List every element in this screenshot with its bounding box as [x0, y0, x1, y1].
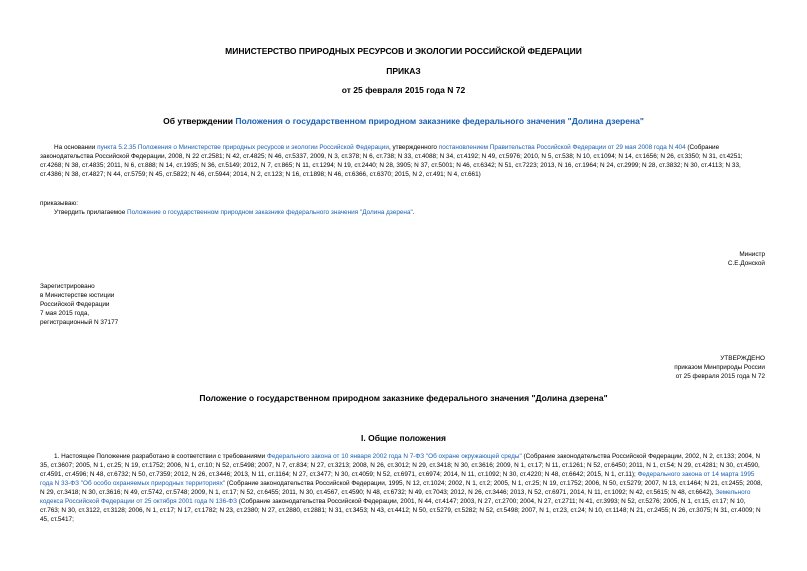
registration-line-2: в Министерстве юстиции: [40, 292, 115, 299]
signature-title: Министр: [739, 251, 765, 258]
order-date-number: от 25 февраля 2015 года N 72: [341, 85, 466, 95]
land-code-link[interactable]: Земельного кодекса Российской Федерации от 25 октября 2001 года N 136-ФЗ: [40, 489, 751, 505]
approve-text-end: .: [412, 209, 415, 216]
section-heading: I. Общие положения: [361, 433, 446, 443]
environment-law-link[interactable]: Федерального закона от 10 января 2002 года N 7-ФЗ "Об охране окружающей среды": [266, 453, 522, 460]
protected-areas-law-link[interactable]: Федерального закона от 14 марта 1995 года N 33-ФЗ "Об особо охраняемых природных территориях": [40, 471, 755, 487]
approved-line-2: приказом Минприроды России: [674, 364, 765, 371]
regulation-paragraph-1: [40, 452, 765, 524]
registration-line-4: 7 мая 2015 года,: [40, 310, 90, 317]
order-title: ПРИКАЗ: [386, 66, 421, 76]
approved-line-1: УТВЕРЖДЕНО: [720, 355, 765, 362]
approval-regulation-link[interactable]: Положения о государственном природном заказнике федерального значения "Долина дзерена": [235, 116, 644, 126]
intro-text-start: На основании: [54, 144, 98, 151]
orders-text: приказываю:: [40, 200, 78, 207]
government-decree-link[interactable]: постановлением Правительства Российской Федерации от 29 мая 2008 года N 404: [438, 144, 686, 151]
paragraph-1-start: 1. Настоящее Положение разработано в соответствии с требованиями: [54, 453, 267, 460]
paragraph-1-text-2: (Собрание законодательства Российской Федерации, 1995, N 12, ст.1024; 2002, N 1, ст.2; 2005, N 1, ст.25; N 19, ст.1752; 2006, N 50, ст.5279; 2007, N 13, ст.1464; N 21, ст.2455; 2008, N 29, ст.3418; N 30, ст.3616; N 49, ст.5742, ст.5748; 2009, N 1, ст.17; N 52, ст.6455; 2011, N 30, ст.4567, ст.4590; N 48, ст.6732; N 49, ст.7043; 2012, N 26, ст.3446; 2013, N 52, ст.6971, 2014, N 11, ст.1092; N 42, ст.5615; N 48, ст.6642),: [40, 480, 763, 496]
registration-line-5: регистрационный N 37177: [40, 319, 119, 326]
intro-paragraph: [40, 143, 765, 179]
paragraph-1-text-3: (Собрание законодательства Российской Федерации, 2001, N 44, ст.4147; 2003, N 27, ст.2700; 2004, N 27, ст.2711; N 41, ст.3993; N 52, ст.5276; 2005, N 1, ст.15, ст.17; N 10, ст.763; N 30, ст.3122, ст.3128; 2006, N 1, ст.17; N 17, ст.1782; N 23, ст.2380; N 27, ст.2880, ст.2881; N 31, ст.3453; N 43, ст.4412; N 50, ст.5279, ст.5282; N 52, ст.5498; 2007, N 1, ст.23, ст.24; N 10, ст.1148; N 21, ст.2455; N 26, ст.3075; N 31, ст.4009; N 45, ст.5417;: [40, 498, 761, 523]
signature-name: С.Е.Донской: [727, 260, 765, 267]
registration-line-1: Зарегистрировано: [40, 283, 95, 290]
approve-text: Утвердить прилагаемое: [54, 209, 128, 216]
intro-text-mid: , утвержденного: [388, 144, 439, 151]
approval-heading: [0, 116, 807, 126]
approval-prefix: Об утверждении: [163, 116, 236, 126]
registration-line-3: Российской Федерации: [40, 301, 110, 308]
approved-line-3: от 25 февраля 2015 года N 72: [675, 373, 765, 380]
paragraph-1-text-1: (Собрание законодательства Российской Федерации, 2002, N 2, ст.133; 2004, N 35, ст.3607; 2005, N 1, ст.25; N 19, ст.1752; 2006, N 1, ст.10; N 52, ст.5498; 2007, N 7, ст.834; N 27, ст.3213; 2008, N 26, ст.3012; N 29, ст.3418; N 30, ст.3616; 2009, N 1, ст.17; N 11, ст.1261; N 52, ст.6450; 2011, N 1, ст.54; N 29, ст.4281; N 30, ст.4590, ст.4591, ст.4596; N 48, ст.6732; N 50, ст.7359; 2012, N 26, ст.3446; 2013, N 11, ст.1164; N 27, ст.3477; N 30, ст.4059; N 52, ст.6971, ст.6974; 2014, N 11, ст.1092; N 30, ст.4220; N 48, ст.6642; 2015, N 1, ст.11);: [40, 453, 761, 478]
regulation-title: Положение о государственном природном заказнике федерального значения "Долина дзерена": [199, 393, 608, 403]
approved-regulation-link[interactable]: Положение о государственном природном заказнике федерального значения "Долина дзерена": [127, 209, 413, 216]
approve-paragraph: [54, 208, 754, 217]
ministry-regulation-link[interactable]: пункта 5.2.35 Положения о Министерстве природных ресурсов и экологии Российской Федерации: [97, 144, 389, 151]
ministry-title: МИНИСТЕРСТВО ПРИРОДНЫХ РЕСУРСОВ И ЭКОЛОГИИ РОССИЙСКОЙ ФЕДЕРАЦИИ: [225, 46, 582, 56]
intro-text-rest: (Собрание законодательства Российской Федерации, 2008, N 22 ст.2581; N 42, ст.4825; N 46, ст.5337, 2009, N 3, ст.378; N 6, ст.738; N 33, ст.4088; N 34, ст.4192; N 49, ст.5976; 2010, N 5, ст.538; N 10, ст.1094; N 14, ст.1656; N 26, ст.3350; N 31, ст.4251; ст.4268; N 38, ст.4835; 2011, N 6, ст.888; N 14, ст.1935; N 36, ст.5149; 2012, N 7, ст.865; N 11, ст.1294; N 19, ст.2440; N 28, 3905; N 37, ст.5001; N 46, ст.6342; N 51, ст.7223; 2013, N 16, ст.1964; N 24, ст.2999; N 28, ст.3832; N 30, ст.4113; N 33, ст.4386; N 38, ст.4827; N 44, ст.5759; N 45, ст.5822; N 46, ст.5944; 2014, N 2, ст.123; N 16, ст.1898; N 46, ст.6366, ст.6370; 2015, N 2, ст.491; N 4, ст.661): [40, 144, 743, 178]
